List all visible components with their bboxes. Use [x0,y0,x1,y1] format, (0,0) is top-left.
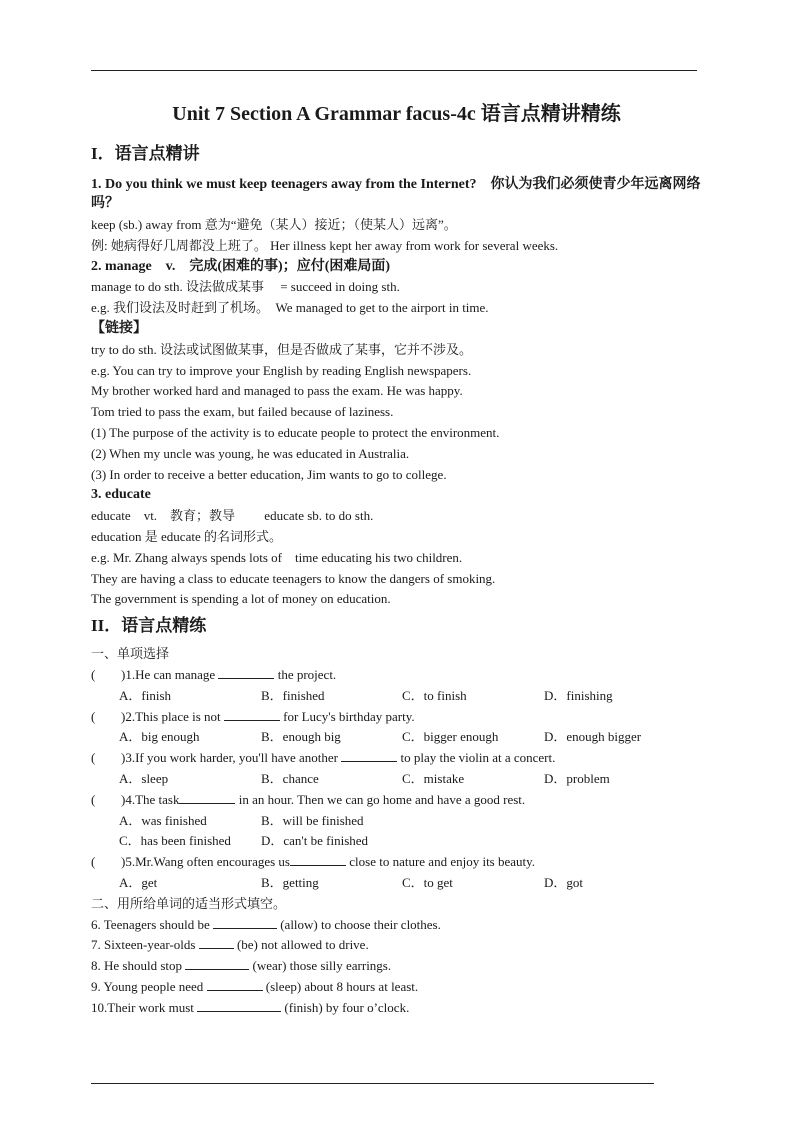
part-2-heading: 二、用所给单词的适当形式填空。 [91,895,287,911]
question-2-options [91,727,711,748]
option-c: C．has been finished [119,833,231,849]
answer-blank [207,978,263,991]
fill-item-10: 10.Their work must (finish) by four o’clock. [91,999,410,1015]
option-c: C．mistake [402,770,465,786]
option-c: C．to finish [402,687,467,703]
point-3-example: The government is spending a lot of money on education. [91,591,391,607]
option-d: D．can't be finished [261,833,369,849]
point-2-example: e.g. You can try to improve your English by reading English newspapers. [91,362,472,378]
point-2-example: (1) The purpose of the activity is to educate people to protect the environment. [91,424,500,440]
header-rule [91,70,697,71]
point-2-example: Tom tried to pass the exam, but failed because of laziness. [91,404,394,420]
fill-item-6: 6. Teenagers should be (allow) to choose their clothes. [91,916,441,932]
option-d: D．problem [544,770,610,786]
answer-paren: ( [91,708,96,724]
document-title: Unit 7 Section A Grammar facus-4c 语言点精讲精练 [172,103,621,125]
point-2-line: try to do sth. 设法或试图做某事，但是否做成了某事，它并不涉及。 [91,341,472,357]
answer-blank [185,957,249,970]
answer-paren: ( [91,854,96,870]
point-2-example: My brother worked hard and managed to pass the exam. He was happy. [91,383,463,399]
option-c: C．to get [402,874,453,890]
answer-paren: ( [91,791,96,807]
answer-blank [341,749,397,762]
fill-item-7: 7. Sixteen-year-olds (be) not allowed to drive. [91,937,369,953]
section-1-heading: I．语言点精讲 [91,144,200,163]
option-c: C．bigger enough [402,729,499,745]
option-d: D．got [544,874,584,890]
question-5: ( )5.Mr.Wang often encourages us close to nature and enjoy its beauty. [91,852,711,873]
option-d: D．enough bigger [544,729,642,745]
point-2-line: manage to do sth. 设法做成某事 = succeed in doing sth. [91,279,400,295]
question-5-options [91,873,711,894]
part-1-heading: 一、单项选择 [91,646,170,662]
answer-blank [218,666,274,679]
point-1-heading: 1. Do you think we must keep teenagers away from the Internet? 你认为我们必须使青少年远离网络吗？ [91,177,701,211]
option-b: B．enough big [261,729,341,745]
question-3: ( )3.If you work harder, you'll have another to play the violin at a concert. [91,748,711,769]
point-3-line: education 是 educate 的名词形式。 [91,528,282,544]
link-label: 【链接】 [91,320,147,336]
point-2-example: (2) When my uncle was young, he was educated in Australia. [91,445,410,461]
option-a: A．was finished [119,812,207,828]
answer-paren: ( [91,750,96,766]
question-3-options [91,769,711,790]
answer-blank [213,916,277,929]
question-2: ( )2.This place is not for Lucy's birthday party. [91,707,711,728]
option-b: B．will be finished [261,812,364,828]
answer-paren: ( [91,666,96,682]
point-1-example: 例: 她病得好几周都没上班了。 Her illness kept her away from work for several weeks. [91,237,559,253]
section-2-heading: II．语言点精练 [91,616,207,636]
question-4: ( )4.The task in an hour. Then we can go home and have a good rest. [91,790,711,811]
option-a: A．get [119,874,158,890]
fill-item-8: 8. He should stop (wear) those silly earrings. [91,958,392,974]
point-3-example: They are having a class to educate teenagers to know the dangers of smoking. [91,570,496,586]
option-a: A．sleep [119,770,169,786]
option-b: B．getting [261,874,319,890]
point-2-example: e.g. 我们设法及时赶到了机场。 We managed to get to the airport in time. [91,300,489,316]
answer-blank [290,853,346,866]
option-a: A．finish [119,687,172,703]
answer-blank [199,936,234,949]
answer-blank [197,999,281,1012]
point-3-line: educate vt. 教育；教导 educate sb. to do sth. [91,508,374,524]
question-4-options-row-2 [91,831,711,852]
question-4-options-row-1 [91,811,711,832]
point-3-example: e.g. Mr. Zhang always spends lots of time educating his two children. [91,549,463,565]
point-3-heading: 3. educate [91,487,151,503]
answer-blank [224,708,280,721]
point-1-line: keep (sb.) away from 意为“避免（某人）接近；（使某人）远离”。 [91,217,457,232]
option-d: D．finishing [544,687,613,703]
question-1-options [91,686,711,707]
fill-item-9: 9. Young people need (sleep) about 8 hours at least. [91,978,419,994]
document-body [91,142,711,1018]
option-b: B．chance [261,770,319,786]
question-1: ( )1.He can manage the project. [91,665,711,686]
point-2-example: (3) In order to receive a better education, Jim wants to go to college. [91,466,447,482]
option-b: B．finished [261,687,325,703]
option-a: A．big enough [119,729,200,745]
point-2-heading: 2. manage v. 完成(困难的事)；应付(困难局面) [91,258,391,274]
footer-rule [91,1083,654,1084]
answer-blank [179,791,235,804]
